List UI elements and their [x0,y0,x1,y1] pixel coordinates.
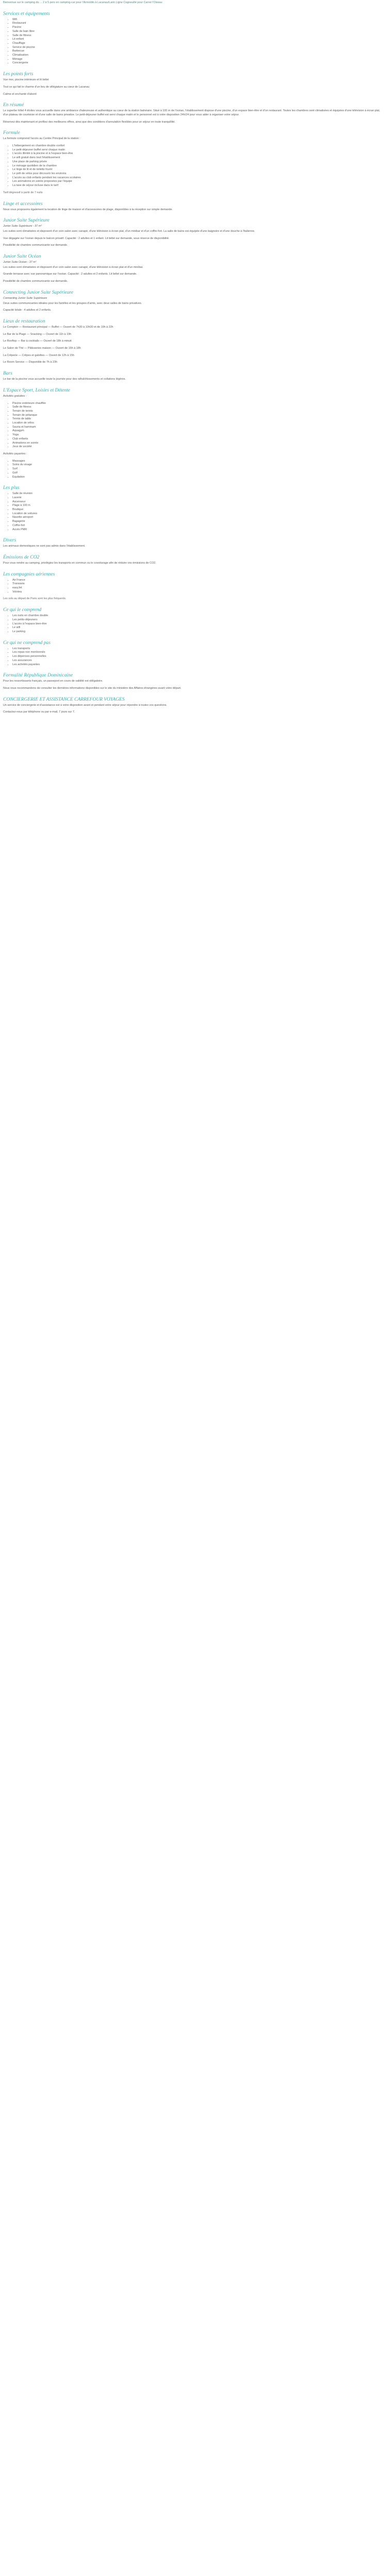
section-paragraph: Pour vous rendre au camping, privilégiez les transports en commun ou le covoiturage afin de réduire vos émissions de CO2. [3,561,156,565]
list-item: • Piscine [12,26,386,30]
section-title: Linge et accessoires [3,201,43,207]
section-list [3,647,386,667]
section-title: Junior Suite Océan [3,254,41,260]
section-lead: La formule comprend l'accès au Centre Principal de la station : [3,137,80,141]
list-item: • Le prêt de vélos pour découvrir les environs [12,172,386,176]
section-title: Divers [3,538,17,544]
section-title: Connecting Junior Suite Supérieure [3,290,74,295]
list-item: • Ménage [12,58,386,62]
list-item: • Service de piscine [12,46,386,50]
section-title: En résumé [3,103,24,108]
list-item: • easyJet [12,586,386,590]
section-title: Émissions de CO2 [3,554,40,560]
list-item: • Aquagym [12,429,386,433]
list-item: • Terrain de pétanque [12,414,386,418]
section-title: Formalité République Dominicaine [3,673,73,679]
section-paragraph: Grande terrasse avec vue panoramique sur l'océan. Capacité : 2 adultes et 2 enfants. Lit bébé sur demande. [3,273,137,276]
list-item: • Yoga [12,433,386,437]
list-item: • Ascenseur [12,500,386,504]
section [3,538,386,549]
list-item: • Piscine extérieure chauffée [12,402,386,406]
section-paragraph: Réservez dès maintenant et profitez des meilleures offres, ainsi que des conditions d'annulation flexibles pour un séjour en toute tranquillité. [3,120,175,124]
section [3,607,386,634]
section [3,103,386,124]
list-item: • Lit enfant [12,38,386,42]
list-item: • Tennis de table [12,417,386,421]
section-paragraph: Calme et enchanté d'abord [3,92,37,96]
section-paragraph: Possibilité de chambre communicante sur demande. [3,280,68,283]
section [3,555,386,566]
sections [3,11,386,715]
list-item: • Les dépenses personnelles [12,655,386,659]
section-paragraph: Deux suites communicantes idéales pour les familles et les groupes d'amis, avec deux salles de bains privatives. [3,301,142,305]
list-item: • L'accès au club enfants pendant les vacances scolaires [12,176,386,180]
section-paragraph: Les suites sont climatisées et disposent d'un coin salon avec canapé, d'une télévision à écran plat et d'un minibar. [3,265,143,269]
section [3,290,386,313]
list-item: • Les petits-déjeuners [12,618,386,622]
list-item: • Soins du visage [12,463,386,467]
list-item: • L'accès à l'espace bien-être [12,622,386,626]
list-item: • Salle de fitness [12,405,386,410]
list-item: • Climatisation [12,54,386,58]
section [3,673,386,690]
section-list [3,144,386,188]
section-title: Junior Suite Supérieure [3,218,50,224]
intro-text: Bienvenue sur le camping du ... 2 à 5 pers en camping-car pour l'Armoldin à Lacanau/Larin Ligne Cogneuille pour Carrer l'Oiseau [3,1,162,4]
section-title: Les points forts [3,72,34,77]
list-item: • Volotea [12,590,386,595]
list-item: • Plage à 100 m [12,504,386,508]
section [3,319,386,365]
section-title: CONCIERGERIE ET ASSISTANCE CARREFOUR VOYAGES [3,697,125,702]
list-item: • Les animations en soirée proposées par l'équipe [12,180,386,184]
list-item: • Terrain de tennis [12,410,386,414]
list-item: • Le petit-déjeuner buffet servi chaque matin [12,148,386,152]
list-item: • Accès PMR [12,528,386,532]
section-paragraph: Les animaux domestiques ne sont pas admis dans l'établissement. [3,545,86,548]
list-item: • Golf [12,471,386,476]
section-title: Ce qui le comprend [3,607,42,613]
section [3,218,386,248]
list-item: • Le linge de lit et de toilette fourni [12,168,386,172]
list-item: • Restaurant [12,22,386,26]
list-item: • Location de voitures [12,512,386,516]
list-item: • Location de vélos [12,421,386,426]
section-paragraph: Le Rooftop — Bar à cocktails — Ouvert de 18h à minuit [3,340,72,343]
section-paragraph: Possibilité de chambre communicante sur demande. [3,244,68,247]
section-list [3,579,386,595]
section-paragraph: Pour les ressortissants français, un passeport en cours de validité est obligatoire. [3,680,103,683]
list-item: • Le wifi gratuit dans tout l'établissement [12,156,386,160]
section [3,572,386,602]
list-item: • Coffre-fort [12,524,386,528]
list-item: • Surf [12,467,386,471]
section-paragraph: Les suites sont climatisées et disposent d'un coin salon avec canapé, d'une télévision à écran plat, d'un minibar et d'un coffre-fort. La salle de bains est équipée d'une baignoire et d'une douche à l'italienne. [3,229,255,233]
section-paragraph: Le Room Service — Disponible de 7h à 23h [3,361,57,364]
list-item: • Les activités payantes [12,663,386,667]
section-paragraph: Nous vous recommandons de consulter les dernières informations disponibles sur le site du ministère des Affaires étrangères avant votre départ. [3,686,182,690]
list-item: • Navette aéroport [12,516,386,520]
section-title: Lieux de restauration [3,318,45,324]
content-column [3,1,386,718]
list-item: • Salle de bain libre [12,30,386,34]
list-item: • Une place de parking privée [12,160,386,164]
list-item: • Les repas non mentionnés [12,651,386,655]
section [3,485,386,532]
list-item: • Les nuits en chambre double [12,614,386,618]
section-lead: Activités gratuites : [3,394,27,398]
list-item: • Les transports [12,647,386,651]
section [3,371,386,382]
list-item: • Laverie [12,496,386,500]
section-paragraph: Un service de conciergerie et d'assistance est à votre disposition avant et pendant votre séjour pour répondre à toutes vos questions. [3,703,167,707]
section [3,388,386,479]
section [3,130,386,195]
section-title: Les compagnies aériennes [3,571,55,577]
list-item: • Wifi [12,18,386,22]
section-paragraph: Le bar de la piscine vous accueille toute la journée pour des rafraîchissements et collations légères. [3,378,126,381]
section [3,254,386,284]
section-footnote: Tarif dégressif à partir de 7 nuits [3,191,43,194]
section-list [3,460,386,480]
list-item: • Boutique [12,508,386,512]
section-list [3,492,386,532]
list-item: • Air France [12,579,386,583]
section-title: L'Espace Sport, Loisirs et Détente [3,387,71,393]
list-item: • Sauna et hammam [12,426,386,430]
section-paragraph: Le superbe hôtel 4 étoiles vous accueille dans une ambiance chaleureuse et authentique au cœur de la station balnéaire. Situé à 100 m de l'océan, l'établissement dispose d'une piscine, d'un espace bien-être et d'un restaurant. Toutes les chambres sont climatisées et équipées d'une télévision à écran plat, d'un plateau de courtoisie et d'une salle de bains privative. Le petit-déjeuner buffet est servi chaque matin et le personnel est à votre disposition 24h/24 pour vous aider à organiser votre séjour. [3,109,380,116]
list-item: • Salle de réunion [12,492,386,496]
list-item: • Le ménage quotidien de la chambre [12,164,386,168]
section-title: Bars [3,371,12,377]
section-paragraph: Vue dégagée sur l'océan depuis le balcon privatif. Capacité : 2 adultes et 1 enfant. Lit bébé sur demande, sous réserve de disponibilité. [3,236,170,240]
section-title: Les plus [3,485,20,491]
list-item: • Équitation [12,476,386,480]
section-list [3,18,386,65]
list-item: • L'hébergement en chambre double confort [12,144,386,148]
list-item: • Bagagerie [12,520,386,524]
section-lead: Activités payantes : [3,452,27,455]
section-subtitle: Junior Suite Supérieure - 37 m² [3,225,42,228]
section-paragraph: Contactez-nous par téléphone ou par e-mail, 7 jours sur 7. [3,710,75,714]
section-list [3,614,386,634]
section-title: Services et équipements [3,11,50,16]
list-item: • Massages [12,460,386,464]
section [3,72,386,96]
section [3,697,386,715]
list-item: • L'accès illimité à la piscine et à l'espace bien-être [12,152,386,156]
list-item: • Jeux de société [12,445,386,449]
section-paragraph: Tout ce qui fait le charme d'un lieu de villégiature au cœur de Lacanau [3,85,90,89]
section-paragraph: Nous vous proposons également la location de linge de maison et d'accessoires de plage, disponibles à la réception sur simple demande. [3,208,173,211]
list-item: • Transavia [12,582,386,586]
section-paragraph: Vue mer, piscine intérieure et lit bébé [3,78,49,82]
section-paragraph: La Crêperie — Crêpes et galettes — Ouvert de 12h à 15h [3,353,74,357]
list-item: • Le wifi [12,626,386,630]
section [3,640,386,667]
list-item: • Club enfants [12,437,386,442]
section-paragraph: Le Salon de Thé — Pâtisseries maison — Ouvert de 15h à 18h [3,347,81,350]
section-footnote: Les vols au départ de Paris sont les plus fréquents. [3,597,67,601]
section-title: Formule [3,130,20,136]
section-paragraph: Capacité totale : 4 adultes et 2 enfants. [3,309,52,312]
section-paragraph: Le Comptoir — Restaurant principal — Buffet — Ouvert de 7h30 à 10h30 et de 19h à 22h [3,325,113,329]
section-paragraph: Le Bar de la Plage — Snacking — Ouvert de 11h à 19h [3,332,72,336]
section-subtitle: Connecting Junior Suite Supérieure [3,296,47,300]
section-title: Ce qui ne comprend pas [3,640,51,646]
list-item: • Barbecue [12,49,386,54]
list-item: • Salle de fitness [12,34,386,38]
list-item: • Le parking [12,630,386,634]
list-item: • Les assurances [12,659,386,663]
section-list [3,402,386,449]
list-item: • La taxe de séjour incluse dans le tarif [12,184,386,188]
section [3,11,386,65]
section [3,201,386,212]
list-item: • Animations en soirée [12,442,386,446]
section-subtitle: Junior Suite Océan - 37 m² [3,261,37,264]
list-item: • Chauffage [12,42,386,46]
list-item: • Conciergerie [12,61,386,65]
